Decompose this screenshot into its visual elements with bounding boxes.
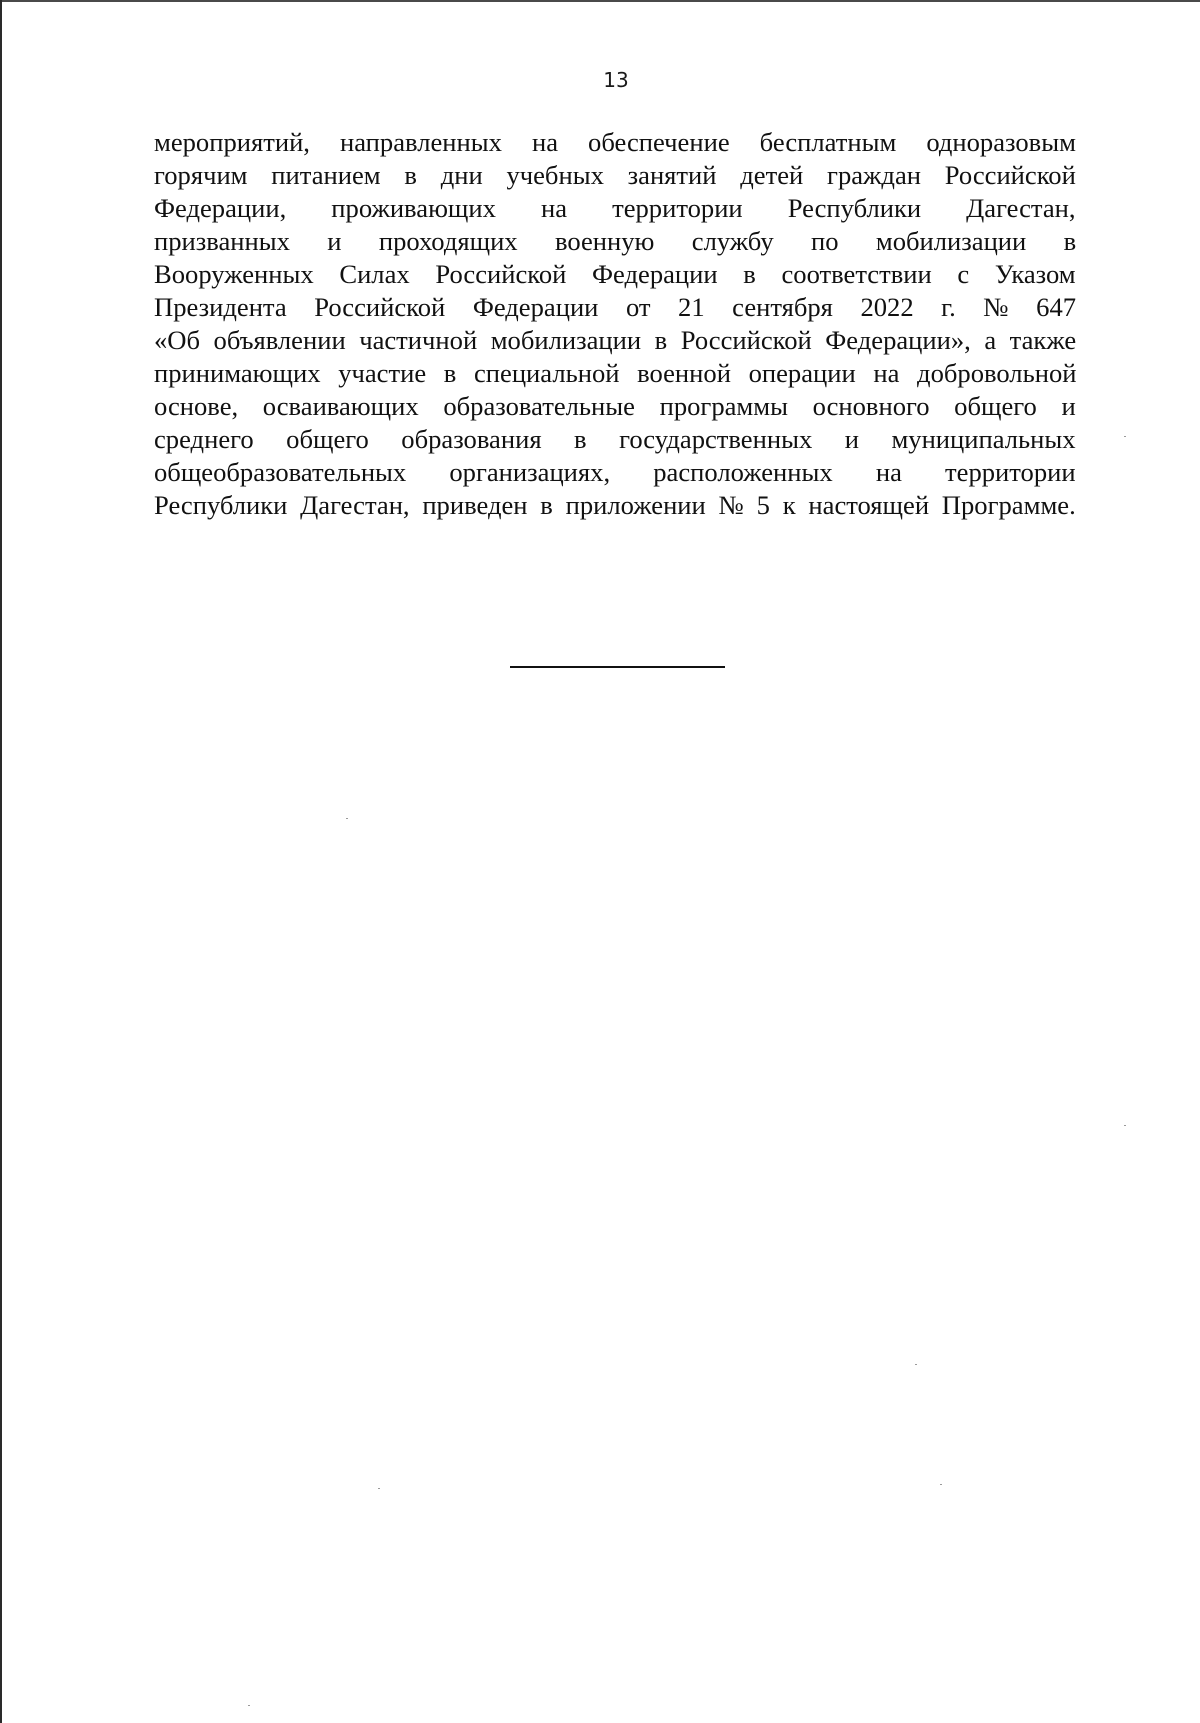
scan-speck [940,1484,942,1485]
end-of-text-rule [510,666,725,668]
body-paragraph [154,126,1076,522]
paragraph-line: принимающих участие в специальной военной операции на добровольной [154,358,1077,388]
paragraph-line: Вооруженных Силах Российской Федерации в соответствии с Указом [154,259,1076,289]
paragraph-line: «Об объявлении частичной мобилизации в Российской Федерации», а также [154,325,1077,355]
scan-border-left [0,0,2,1723]
scan-speck [1124,1125,1126,1126]
scan-border-top [0,0,1200,2]
paragraph-line: Федерации, проживающих на территории Республики Дагестан, [154,193,1076,223]
paragraph-line: горячим питанием в дни учебных занятий детей граждан Российской [154,160,1076,190]
page-number: 13 [603,68,629,92]
scan-speck [915,1364,917,1365]
paragraph-line: Президента Российской Федерации от 21 сентября 2022 г. № 647 [154,292,1077,322]
paragraph-line: мероприятий, направленных на обеспечение бесплатным одноразовым [154,127,1076,157]
paragraph-line: общеобразовательных организациях, расположенных на территории [154,457,1076,487]
paragraph-line: основе, осваивающих образовательные программы основного общего и [154,391,1076,421]
scan-speck [346,818,348,819]
paragraph-line: призванных и проходящих военную службу по мобилизации в [154,226,1077,256]
scan-speck [378,1488,380,1489]
paragraph-line: среднего общего образования в государственных и муниципальных [154,424,1076,454]
scan-speck [1124,436,1126,437]
scan-speck [248,1705,250,1706]
paragraph-line: Республики Дагестан, приведен в приложении № 5 к настоящей Программе. [154,490,1076,520]
